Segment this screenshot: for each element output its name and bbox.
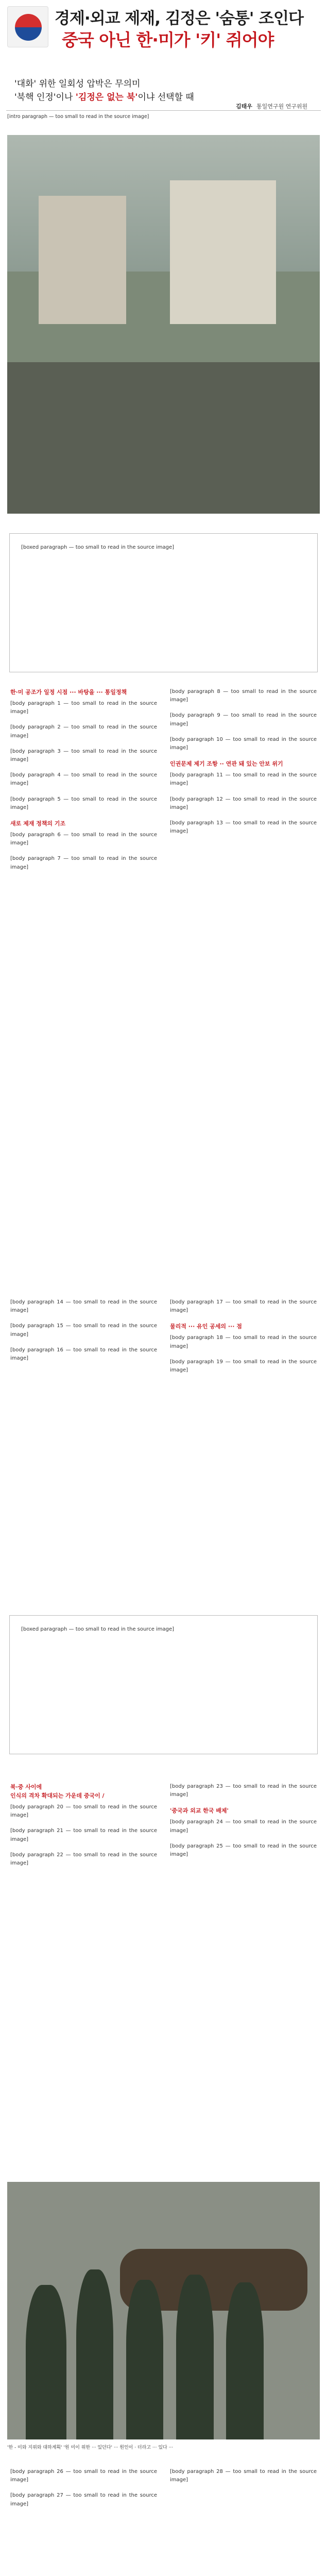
column-left-1	[10, 688, 157, 879]
body-paragraph: [body paragraph 18 — too small to read in the source image]	[170, 1335, 317, 1349]
photo-inspection-with-officials	[7, 2182, 320, 2439]
body-paragraph: [body paragraph 5 — too small to read in the source image]	[10, 796, 157, 810]
body-paragraph: [body paragraph 8 — too small to read in the source image]	[170, 689, 317, 703]
summary-box	[9, 533, 318, 672]
author-name: 김태우	[236, 103, 252, 110]
body-paragraph: [body paragraph 21 — too small to read in the source image]	[10, 1828, 157, 1842]
section-heading: 인권문제 제기 조항 ·· 연관 돼 있는 안보 위기	[170, 760, 283, 768]
section-heading: 물리적 ··· 유인 공세의 ··· 점	[170, 1323, 242, 1330]
body-paragraph: [body paragraph 23 — too small to read in the source image]	[170, 1784, 317, 1798]
body-paragraph: [body paragraph 27 — too small to read in the source image]	[10, 2493, 157, 2507]
body-paragraph: [body paragraph 28 — too small to read in the source image]	[170, 2469, 317, 2483]
section-heading-line: 인식의 격차 확대되는 가운데 중국이 /	[10, 1792, 105, 1799]
body-paragraph: [body paragraph 24 — too small to read in the source image]	[170, 1819, 317, 1834]
body-paragraph: [body paragraph 1 — too small to read in the source image]	[10, 701, 157, 715]
section-heading	[10, 1783, 157, 1800]
body-paragraph: [body paragraph 26 — too small to read in the source image]	[10, 2469, 157, 2483]
body-paragraph: [body paragraph 13 — too small to read in the source image]	[170, 820, 317, 835]
section-heading-line: 북·중 사이에	[10, 1784, 42, 1790]
photo-caption: '한 - 미와 지위와 대하계획' '원 미이 위한 ··· 있던다' ··· 원인이 · 더라고 ··· 있다 ···	[7, 2445, 174, 2450]
body-paragraph: [body paragraph 20 — too small to read in the source image]	[10, 1804, 157, 1819]
body-paragraph: [body paragraph 16 — too small to read in the source image]	[10, 1347, 157, 1362]
section-heading: '중국과 외교 한국 배제'	[170, 1807, 229, 1815]
body-paragraph: [body paragraph 2 — too small to read in the source image]	[10, 724, 157, 739]
author-organization: 통일연구원 연구위원	[256, 103, 308, 110]
body-paragraph: [body paragraph 10 — too small to read in the source image]	[170, 736, 317, 751]
section-heading: 한·미 공조가 일정 시점 ··· 바탕을 ··· 통일정책	[10, 689, 127, 696]
column-left-4	[10, 2468, 157, 2516]
divider	[6, 110, 321, 111]
body-paragraph: [body paragraph 25 — too small to read in the source image]	[170, 1843, 317, 1858]
section-heading: 새로 제재 정책의 기조	[10, 820, 66, 827]
body-paragraph: [body paragraph 19 — too small to read in the source image]	[170, 1359, 317, 1374]
article-header	[0, 0, 327, 67]
body-paragraph: [body paragraph 17 — too small to read in the source image]	[170, 1299, 317, 1314]
body-paragraph: [body paragraph 15 — too small to read in the source image]	[10, 1323, 157, 1337]
column-left-3	[10, 1783, 157, 1875]
column-right-3	[170, 1783, 317, 1866]
subheadline-emphasis: '김정은 없는 북'	[75, 92, 138, 103]
photo-soldiers-walkway	[7, 135, 320, 514]
body-paragraph: [body paragraph 11 — too small to read in the source image]	[170, 772, 317, 787]
body-paragraph: [body paragraph 22 — too small to read in the source image]	[10, 1852, 157, 1867]
headline-line-1: 경제·외교 제재, 김정은 '숨통' 조인다	[55, 9, 303, 28]
summary-text: [boxed paragraph — too small to read in the source image]	[21, 545, 175, 550]
flag-badge-icon	[7, 6, 48, 47]
body-paragraph: [body paragraph 7 — too small to read in the source image]	[10, 856, 157, 870]
column-right-2	[170, 1298, 317, 1382]
column-left-2	[10, 1298, 157, 1370]
subheadline-line-2	[14, 90, 194, 103]
body-paragraph: [body paragraph 3 — too small to read in the source image]	[10, 748, 157, 763]
subheadline-part: '북핵 인정'이나	[14, 92, 76, 103]
subheadline-line-1: '대화' 위한 일회성 압박은 무의미	[14, 79, 141, 89]
headline-line-2: 중국 아닌 한·미가 '키' 쥐어야	[62, 30, 274, 50]
intro-paragraph: [intro paragraph — too small to read in the source image]	[7, 114, 149, 120]
summary-box-2	[9, 1615, 318, 1754]
subheadline-part: 이냐 선택할 때	[137, 92, 194, 103]
body-paragraph: [body paragraph 12 — too small to read in the source image]	[170, 796, 317, 810]
column-right-1	[170, 688, 317, 843]
summary-text-2: [boxed paragraph — too small to read in the source image]	[21, 1626, 175, 1632]
body-paragraph: [body paragraph 4 — too small to read in the source image]	[10, 772, 157, 787]
body-paragraph: [body paragraph 6 — too small to read in the source image]	[10, 832, 157, 846]
body-paragraph: [body paragraph 14 — too small to read in the source image]	[10, 1299, 157, 1314]
column-right-4	[170, 2468, 317, 2492]
body-paragraph: [body paragraph 9 — too small to read in the source image]	[170, 713, 317, 727]
